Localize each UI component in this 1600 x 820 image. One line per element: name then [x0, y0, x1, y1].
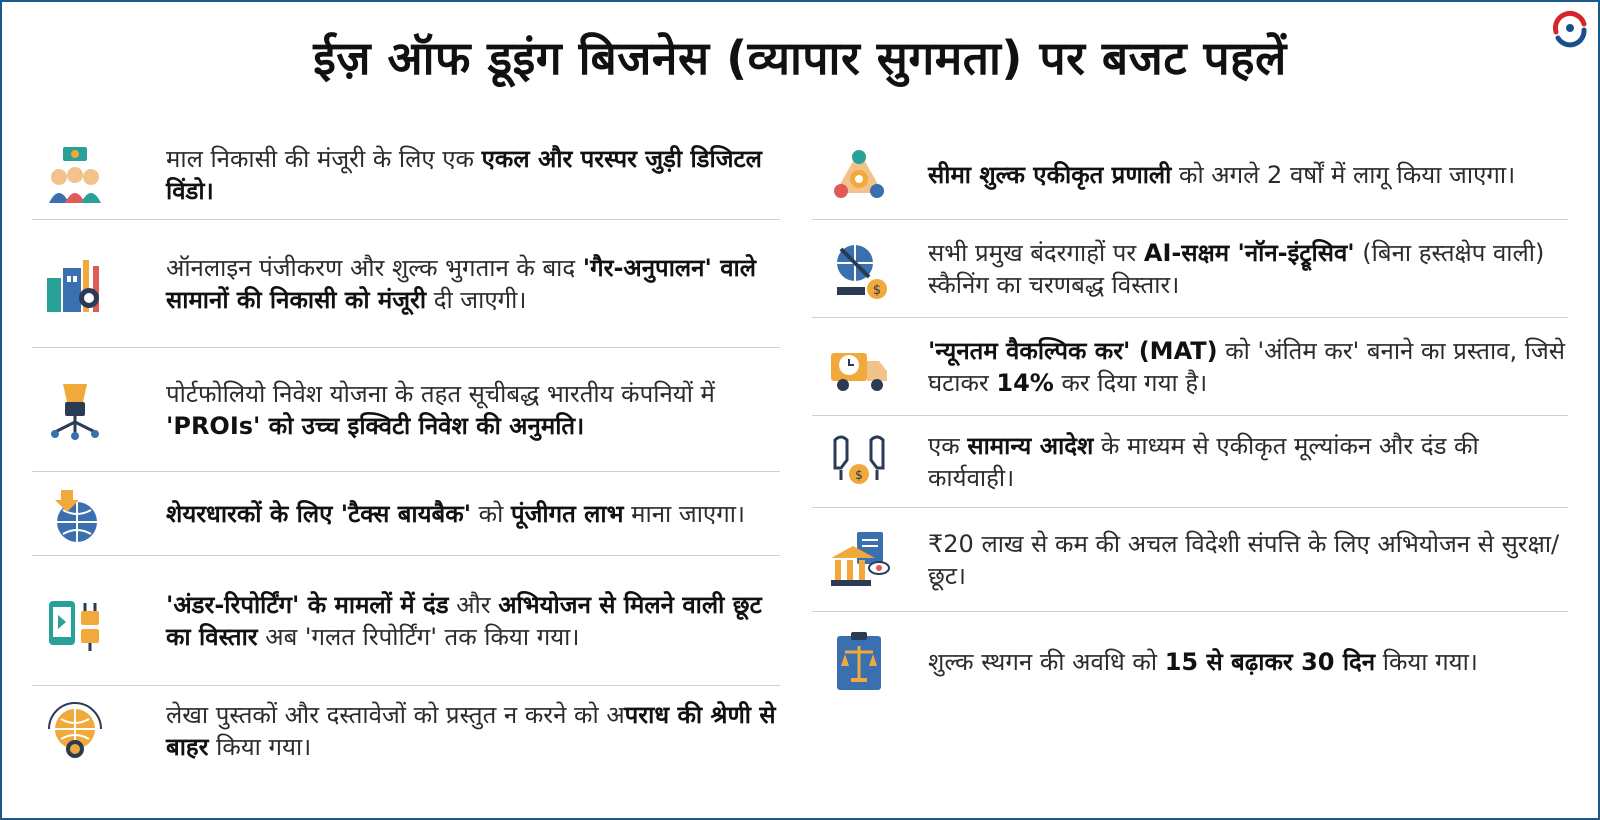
bold-text-segment: सामान्य आदेश [967, 431, 1094, 460]
text-segment: किया गया। [1375, 648, 1478, 676]
bold-text-segment: शेयरधारकों के लिए 'टैक्स बायबैक' [166, 499, 472, 528]
delivery-truck-clock-icon [824, 332, 894, 402]
text-segment: और [448, 590, 499, 619]
bold-text-segment: पूंजीगत लाभ [510, 499, 624, 528]
right-column [812, 130, 1568, 712]
text-segment: पोर्टफोलियो निवेश योजना के तहत सूचीबद्ध भारतीय कंपनियों में [166, 379, 715, 408]
text-segment: सभी प्रमुख बंदरगाहों पर [928, 238, 1144, 267]
globe-money-icon [40, 696, 110, 766]
bold-text-segment: 'गैर-अनुपालन' वाले सामानों की निकासी को मंजूरी [166, 253, 757, 314]
list-item [32, 130, 780, 220]
text-segment: किया गया। [208, 733, 312, 761]
bold-text-segment: अभियोजन से मिलने वाली छूट का विस्तार [166, 590, 762, 651]
text-segment: लेखा पुस्तकों और दस्तावेजों को प्रस्तुत न करने को अ [166, 701, 625, 729]
item-text [166, 143, 780, 207]
item-text [928, 335, 1568, 399]
item-text [166, 252, 780, 316]
globe-download-icon [40, 479, 110, 549]
list-item [32, 348, 780, 472]
text-segment: एक [928, 431, 968, 460]
industry-building-icon [40, 249, 110, 319]
text-segment: माल निकासी की मंजूरी के लिए एक [166, 144, 482, 173]
text-segment: को [471, 499, 511, 528]
list-item [32, 556, 780, 686]
left-column [32, 130, 780, 776]
text-segment: माना जाएगा। [623, 499, 746, 528]
list-item [812, 130, 1568, 220]
list-item [32, 220, 780, 348]
list-item [32, 472, 780, 556]
bank-document-eye-icon [824, 525, 894, 595]
text-segment: ₹20 लाख से कम की अचल विदेशी संपत्ति के लिए अभियोजन से सुरक्षा/छूट। [928, 529, 1560, 590]
text-segment: शुल्क स्थगन की अवधि को [928, 648, 1165, 676]
item-text [928, 528, 1568, 592]
text-segment: दी जाएगी। [426, 285, 527, 314]
text-segment: (बिना हस्तक्षेप वाली) स्कैनिंग का चरणबद्ध विस्तार। [928, 238, 1545, 299]
item-text [166, 699, 780, 763]
item-text [166, 498, 780, 530]
list-item [812, 220, 1568, 318]
item-text [166, 589, 780, 653]
item-text [928, 430, 1568, 494]
page-title: ईज़ ऑफ डूइंग बिजनेस (व्यापार सुगमता) पर बजट पहलें [313, 31, 1287, 85]
item-text [166, 378, 780, 442]
bold-text-segment: AI-सक्षम 'नॉन-इंट्रूसिव' [1143, 238, 1355, 267]
list-item [812, 318, 1568, 416]
bold-text-segment: एकल और परस्पर जुड़ी डिजिटल विंडो। [166, 144, 762, 205]
svg-text:$: $ [855, 467, 863, 482]
text-segment: को अगले 2 वर्षों में लागू किया जाएगा। [1171, 160, 1516, 189]
item-text [928, 159, 1568, 191]
bold-text-segment: पराध की श्रेणी से बाहर [166, 701, 776, 761]
team-idea-icon [40, 140, 110, 210]
bold-text-segment: सीमा शुल्क एकीकृत प्रणाली [928, 160, 1172, 189]
text-segment: को 'अंतिम कर' बनाने का प्रस्ताव, जिसे घटाकर [928, 336, 1566, 397]
bold-text-segment: 'PROIs' को उच्च इक्विटी निवेश की अनुमति। [166, 411, 585, 440]
text-segment: ऑनलाइन पंजीकरण और शुल्क भुगतान के बाद [166, 253, 583, 282]
item-text [928, 646, 1568, 678]
text-segment: के माध्यम से एकीकृत मूल्यांकन और दंड की कार्यवाही। [928, 431, 1479, 492]
list-item [32, 686, 780, 776]
text-segment: कर दिया गया है। [1053, 368, 1208, 397]
bold-text-segment: 14% [996, 368, 1054, 397]
bold-text-segment: 'न्यूनतम वैकल्पिक कर' (MAT) [928, 336, 1218, 365]
list-item [812, 416, 1568, 508]
text-segment: अब 'गलत रिपोर्टिंग' तक किया गया। [257, 622, 580, 651]
list-item [812, 508, 1568, 612]
law-scale-icon [824, 627, 894, 697]
bold-text-segment: 15 से बढ़ाकर 30 दिन [1164, 648, 1376, 676]
team-network-icon [824, 140, 894, 210]
portfolio-network-icon [40, 375, 110, 445]
bold-text-segment: 'अंडर-रिपोर्टिंग' के मामलों में दंड [166, 590, 449, 619]
list-item [812, 612, 1568, 712]
hands-coin-icon [824, 427, 894, 497]
device-plug-icon [40, 586, 110, 656]
svg-text:$: $ [872, 282, 882, 298]
item-text [928, 237, 1568, 301]
globe-no-icon [824, 234, 894, 304]
